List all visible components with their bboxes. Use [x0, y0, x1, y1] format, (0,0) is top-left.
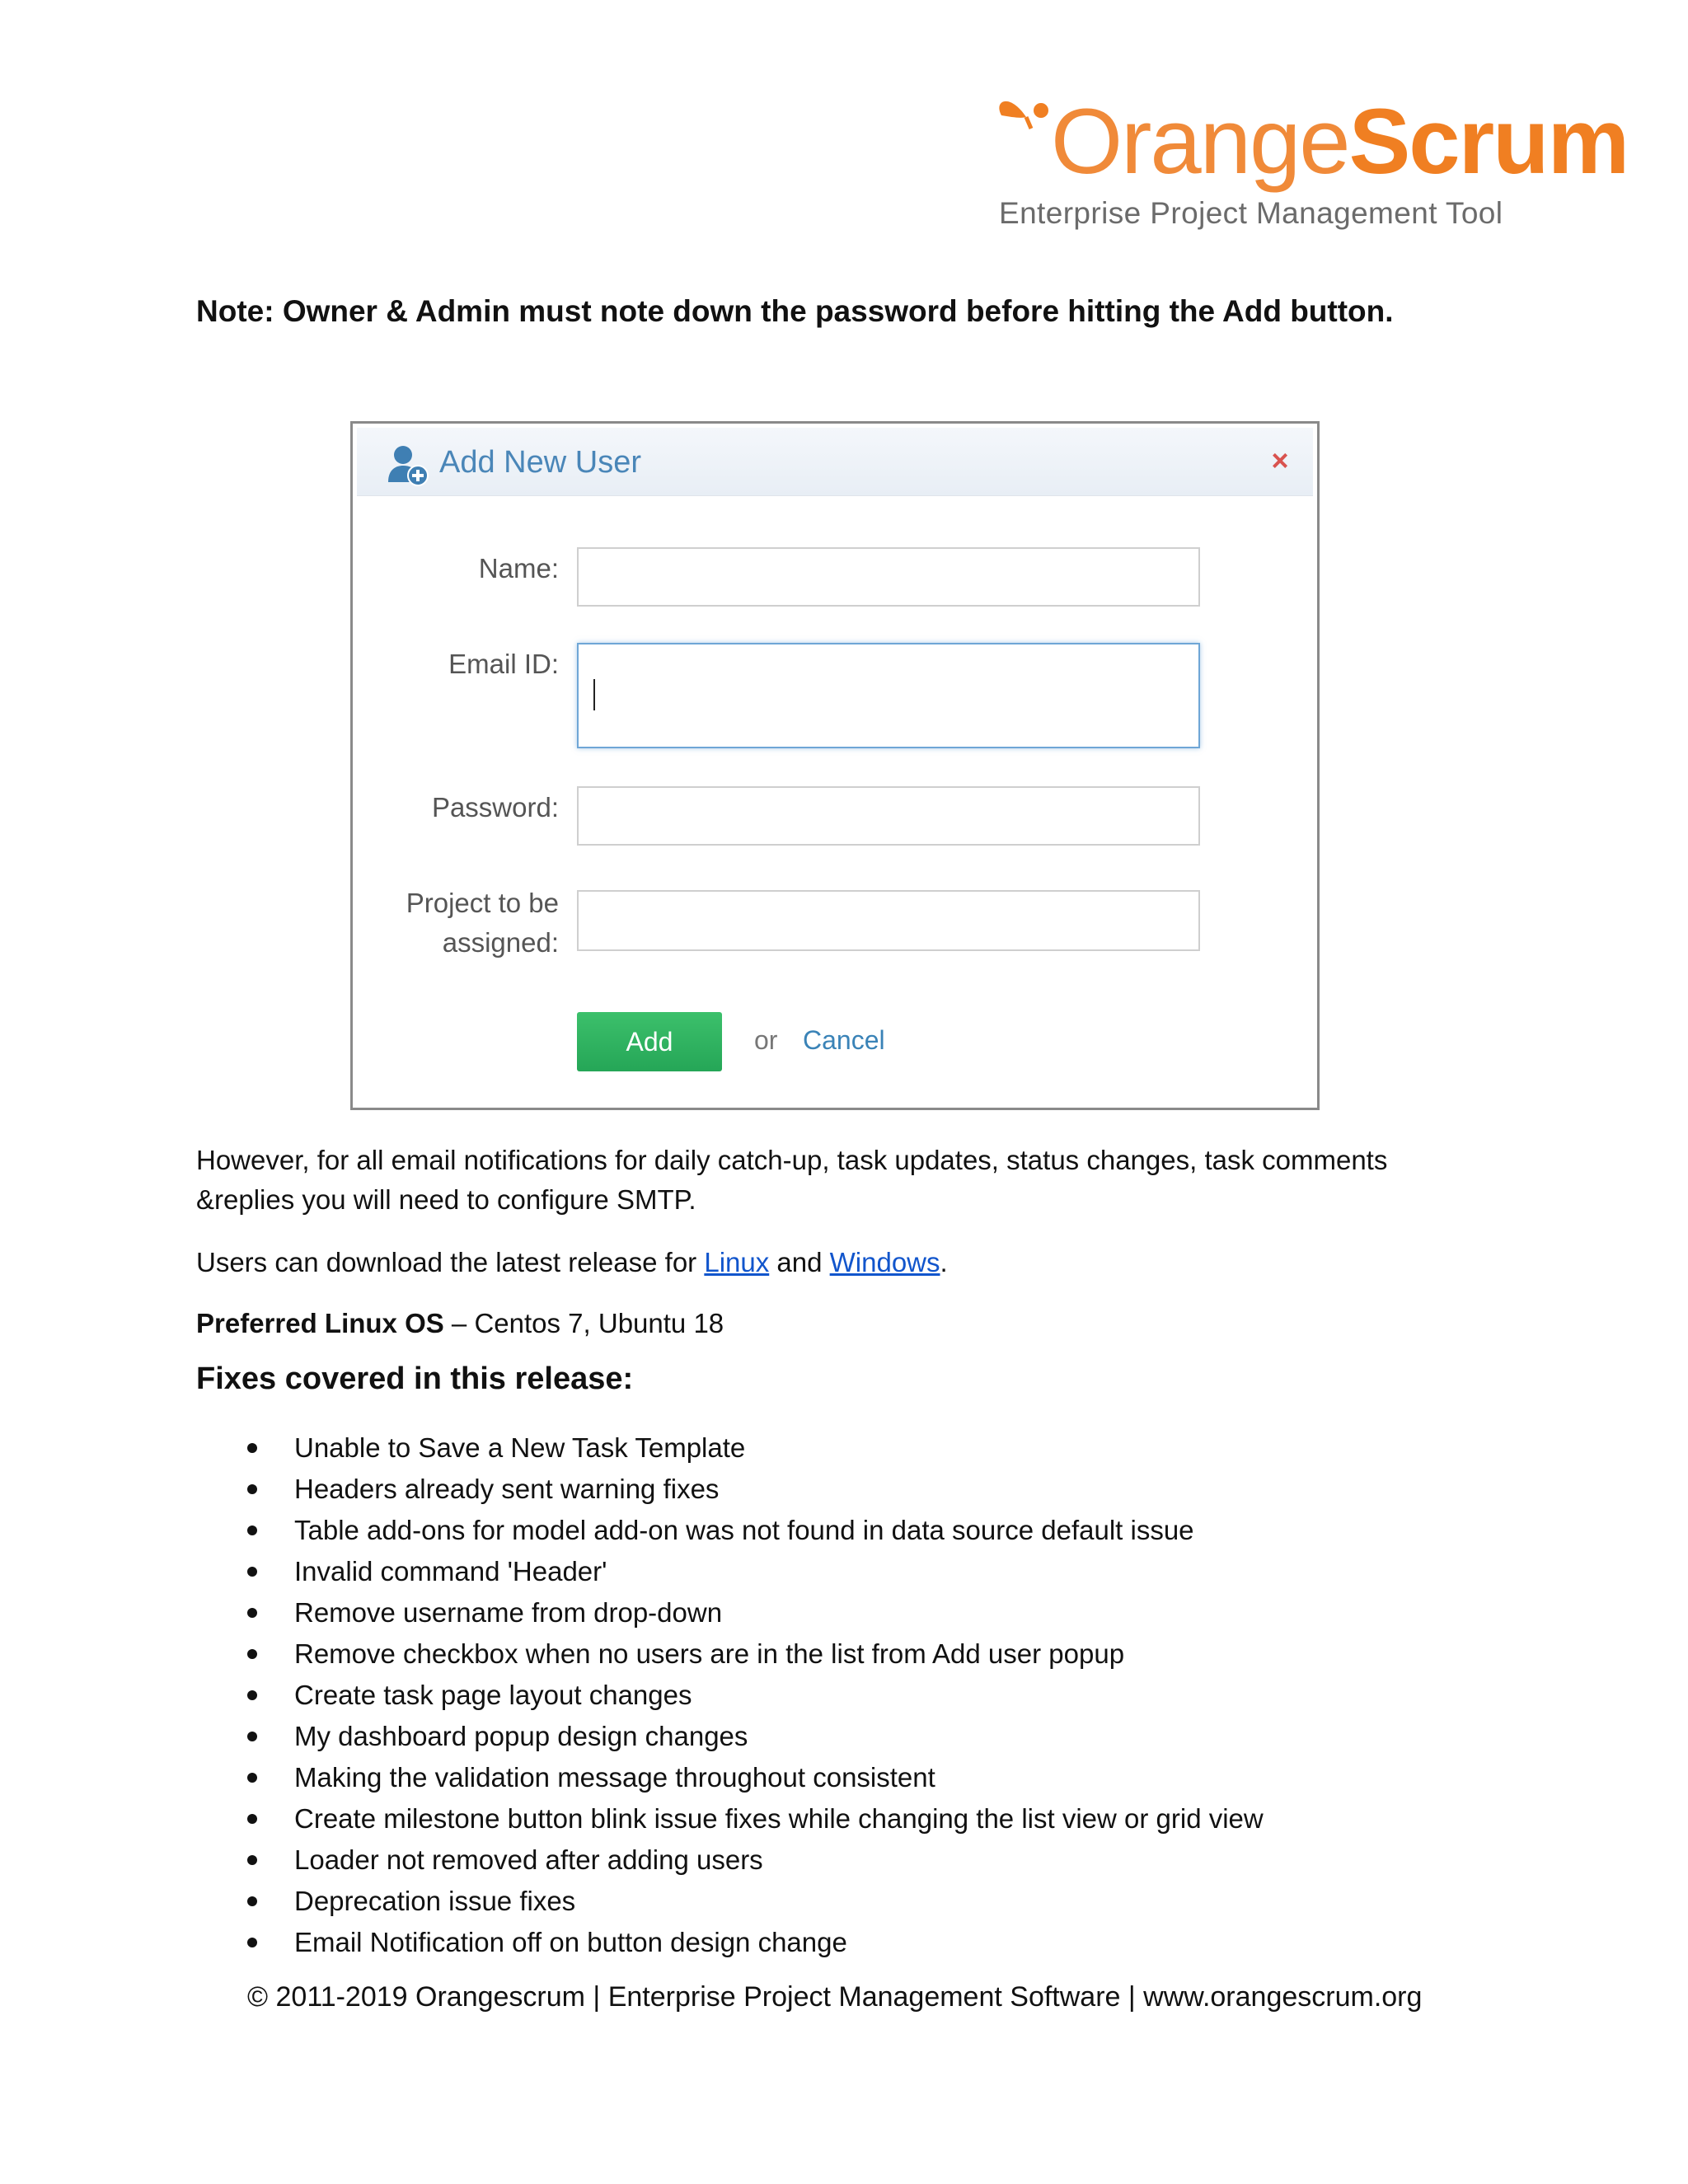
bullet-icon — [247, 1855, 257, 1865]
smtp-paragraph — [196, 1141, 1482, 1220]
smtp-paragraph-line2: &replies you will need to configure SMTP. — [196, 1184, 696, 1215]
list-item-text: Create milestone button blink issue fixes while changing the list view or grid view — [294, 1803, 1264, 1834]
project-input[interactable] — [577, 890, 1200, 951]
add-new-user-modal — [350, 421, 1320, 1110]
logo-word-scrum: Scrum — [1348, 90, 1629, 193]
list-item-text: Remove checkbox when no users are in the list from Add user popup — [294, 1638, 1125, 1669]
download-text-middle: and — [769, 1247, 830, 1277]
bullet-icon — [247, 1732, 257, 1741]
fixes-heading: Fixes covered in this release: — [196, 1361, 634, 1396]
list-item — [247, 1633, 1484, 1675]
list-item — [247, 1716, 1484, 1757]
orangescrum-logo — [993, 90, 1629, 241]
bullet-icon — [247, 1773, 257, 1783]
modal-title: Add New User — [439, 445, 641, 480]
project-label-line2: assigned: — [442, 927, 559, 958]
list-item-text: Making the validation message throughout consistent — [294, 1762, 935, 1793]
smtp-paragraph-line1: However, for all email notifications for daily catch-up, task updates, status changes, task comments — [196, 1145, 1388, 1175]
bullet-icon — [247, 1938, 257, 1947]
list-item-text: Headers already sent warning fixes — [294, 1474, 720, 1504]
or-text: or — [754, 1025, 778, 1055]
list-item — [247, 1922, 1484, 1963]
list-item-text: Invalid command 'Header' — [294, 1556, 607, 1586]
list-item-text: Deprecation issue fixes — [294, 1886, 576, 1916]
password-input[interactable] — [577, 786, 1200, 846]
linux-link[interactable]: Linux — [704, 1247, 770, 1277]
page-footer: © 2011-2019 Orangescrum | Enterprise Project Management Software | www.orangescrum.org — [247, 1981, 1423, 2013]
list-item — [247, 1469, 1484, 1510]
add-button[interactable]: Add — [577, 1012, 722, 1071]
list-item — [247, 1592, 1484, 1633]
preferred-os-paragraph — [196, 1304, 1482, 1343]
windows-link[interactable]: Windows — [829, 1247, 940, 1277]
list-item-text: Table add-ons for model add-on was not found in data source default issue — [294, 1515, 1194, 1545]
download-text-before: Users can download the latest release for — [196, 1247, 705, 1277]
list-item — [247, 1551, 1484, 1592]
logo-wordmark — [1051, 92, 1628, 191]
close-icon[interactable]: × — [1271, 443, 1289, 477]
user-add-icon — [387, 444, 429, 487]
bullet-icon — [247, 1484, 257, 1494]
name-label: Name: — [478, 553, 559, 583]
download-paragraph — [196, 1243, 1482, 1282]
list-item-text: My dashboard popup design changes — [294, 1721, 748, 1751]
bullet-icon — [247, 1690, 257, 1700]
admin-note: Note: Owner & Admin must note down the password before hitting the Add button. — [196, 294, 1394, 328]
preferred-os-value: – Centos 7, Ubuntu 18 — [443, 1308, 724, 1338]
logo-word-orange: Orange — [1051, 90, 1349, 193]
list-item — [247, 1675, 1484, 1716]
bullet-icon — [247, 1443, 257, 1453]
list-item-text: Email Notification off on button design change — [294, 1927, 847, 1957]
cancel-link[interactable]: Cancel — [803, 1025, 885, 1055]
list-item-text: Unable to Save a New Task Template — [294, 1432, 746, 1463]
fixes-list — [247, 1427, 1484, 1963]
password-label: Password: — [431, 792, 559, 823]
bullet-icon — [247, 1814, 257, 1824]
bullet-icon — [247, 1567, 257, 1577]
email-input[interactable] — [577, 643, 1200, 748]
email-label: Email ID: — [448, 649, 559, 679]
list-item-text: Create task page layout changes — [294, 1680, 692, 1710]
bullet-icon — [247, 1526, 257, 1535]
preferred-os-label: Preferred Linux OS — [196, 1308, 444, 1338]
list-item-text: Remove username from drop-down — [294, 1597, 723, 1628]
name-input[interactable] — [577, 547, 1200, 607]
modal-header — [357, 428, 1313, 496]
logo-tagline: Enterprise Project Management Tool — [999, 196, 1503, 230]
list-item — [247, 1427, 1484, 1469]
bullet-icon — [247, 1608, 257, 1618]
download-text-after: . — [940, 1247, 948, 1277]
list-item — [247, 1510, 1484, 1551]
bullet-icon — [247, 1649, 257, 1659]
bullet-icon — [247, 1896, 257, 1906]
list-item — [247, 1840, 1484, 1881]
text-caret — [593, 679, 595, 710]
list-item — [247, 1798, 1484, 1840]
list-item — [247, 1757, 1484, 1798]
project-label-line1: Project to be — [406, 888, 559, 918]
list-item — [247, 1881, 1484, 1922]
list-item-text: Loader not removed after adding users — [294, 1844, 763, 1875]
